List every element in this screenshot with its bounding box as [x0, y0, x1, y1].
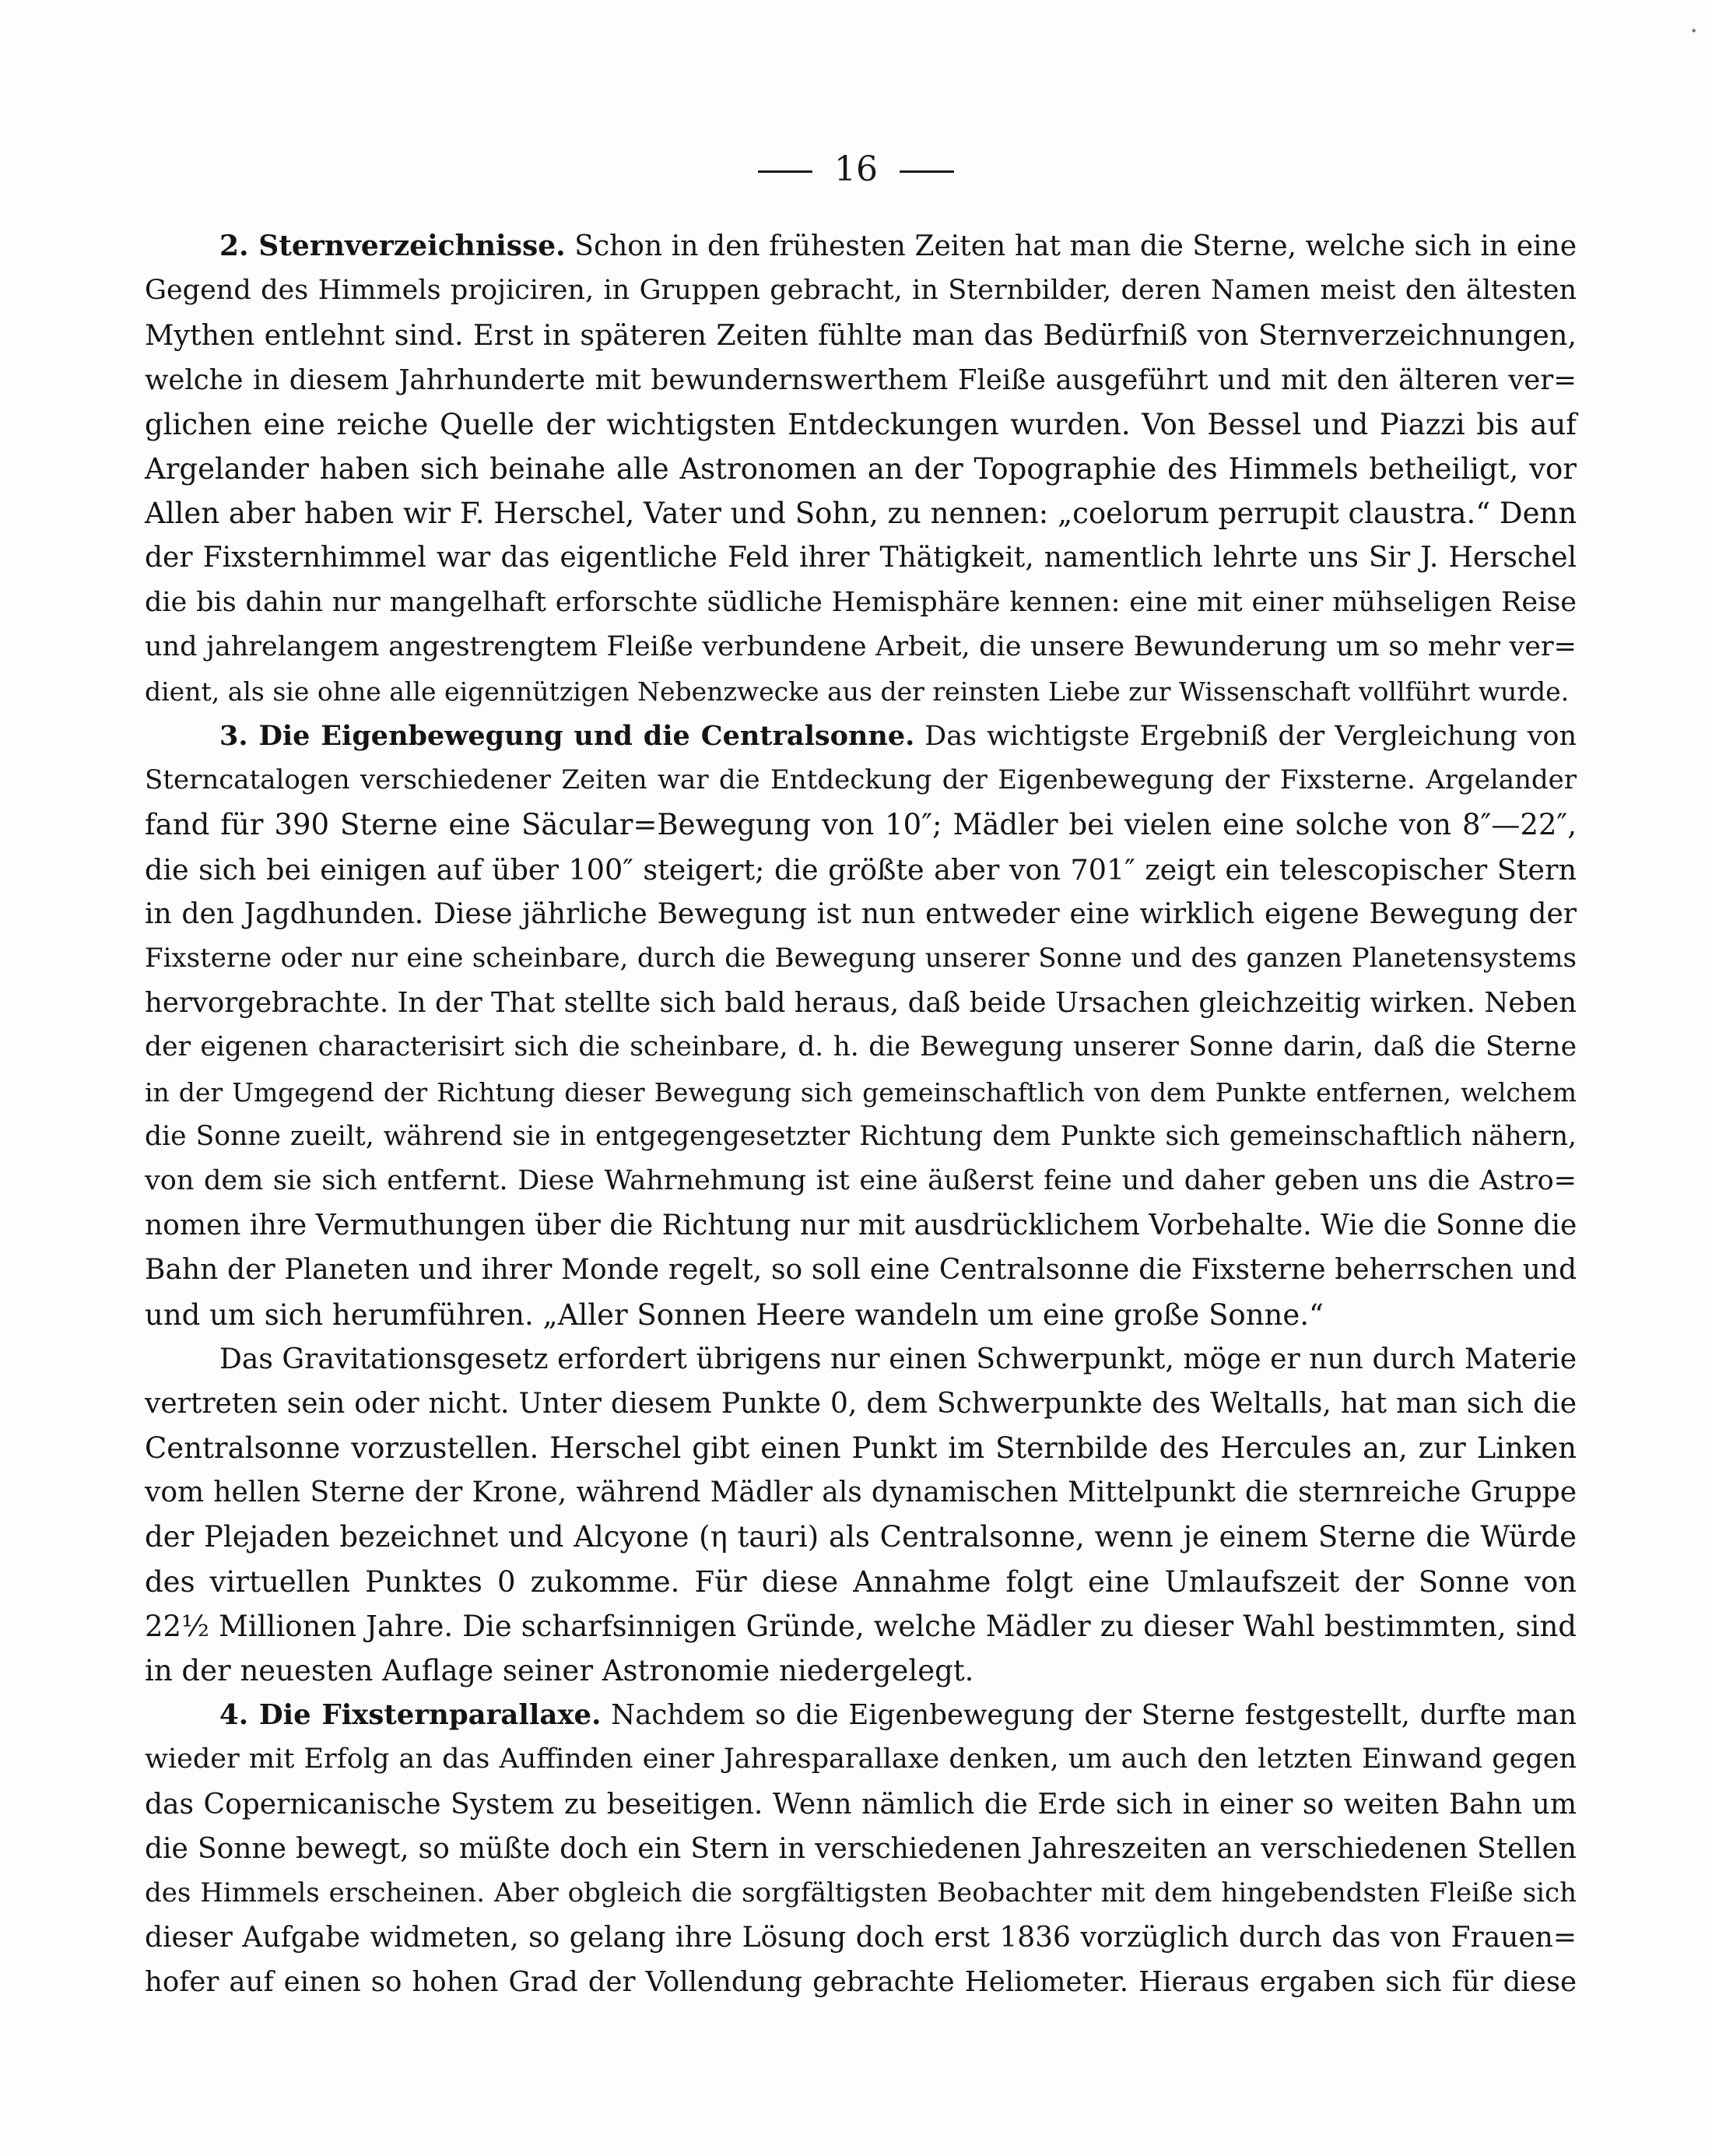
- text-line: und jahrelangem angestrengtem Fleiße verbundene Arbeit, die unsere Bewunderung um so mehr ver=: [145, 630, 1577, 662]
- text-line: vom hellen Sterne der Krone, während Mädler als dynamischen Mittelpunkt die sternreiche Gruppe: [145, 1477, 1577, 1509]
- text-line: Das Gravitationsgesetz erfordert übrigens nur einen Schwerpunkt, möge er nun durch Materie: [219, 1343, 1577, 1375]
- section-heading: 3. Die Eigenbewegung und die Centralsonne.: [219, 720, 915, 753]
- left-dash: [758, 170, 812, 173]
- text-line: in den Jagdhunden. Diese jährliche Bewegung ist nun entweder eine wirklich eigene Bewegung der: [145, 897, 1577, 930]
- right-dash: [900, 170, 954, 173]
- text-line: hofer auf einen so hohen Grad der Vollendung gebrachte Heliometer. Hieraus ergaben sich für diese: [145, 1966, 1577, 1999]
- text-line: der Fixsternhimmel war das eigentliche Feld ihrer Thätigkeit, namentlich lehrte uns Sir J. Herschel: [145, 542, 1577, 574]
- text-line: Argelander haben sich beinahe alle Astronomen an der Topographie des Himmels betheiligt, vor: [145, 451, 1577, 486]
- text-line: nomen ihre Vermuthungen über die Richtung nur mit ausdrücklichem Vorbehalte. Wie die Sonne die: [145, 1210, 1577, 1242]
- text-line: die Sonne bewegt, so müßte doch ein Stern in verschiedenen Jahreszeiten an verschiedenen Stellen: [145, 1832, 1577, 1865]
- page-number: 16: [834, 149, 878, 189]
- text-line: Bahn der Planeten und ihrer Monde regelt, so soll eine Centralsonne die Fixsterne beherrschen und: [145, 1254, 1577, 1287]
- text-line: die bis dahin nur mangelhaft erforschte südliche Hemisphäre kennen: eine mit einer mühseligen Reise: [145, 586, 1577, 618]
- text-line: 22½ Millionen Jahre. Die scharfsinnigen Gründe, welche Mädler zu dieser Wahl bestimmten, sind: [145, 1609, 1577, 1643]
- text-line: Fixsterne oder nur eine scheinbare, durch die Bewegung unserer Sonne und des ganzen Planetensystems: [145, 943, 1577, 974]
- text-line: dient, als sie ohne alle eigennützigen Nebenzwecke aus der reinsten Liebe zur Wissenschaft vollführt wurde.: [145, 676, 1570, 707]
- text-line: fand für 390 Sterne eine Säcular=Bewegung von 10″; Mädler bei vielen eine solche von 8″—22″,: [145, 808, 1577, 842]
- text-line: in der Umgegend der Richtung dieser Bewegung sich gemeinschaftlich von dem Punkte entfernen, welchem: [145, 1076, 1577, 1108]
- text-line: die sich bei einigen auf über 100″ steigert; die größte aber von 701″ zeigt ein telescopischer Stern: [145, 852, 1577, 887]
- text-line: welche in diesem Jahrhunderte mit bewundernswerthem Fleiße ausgeführt und mit den älteren ver=: [145, 363, 1577, 396]
- text-line: das Copernicanische System zu beseitigen. Wenn nämlich die Erde sich in einer so weiten Bahn um: [145, 1788, 1577, 1821]
- text-line: in der neuesten Auflage seiner Astronomie niedergelegt.: [145, 1654, 974, 1687]
- text-line: Mythen entlehnt sind. Erst in späteren Zeiten fühlte man das Bedürfniß von Sternverzeichnungen,: [145, 318, 1577, 353]
- text-line: Allen aber haben wir F. Herschel, Vater und Sohn, zu nennen: „coelorum perrupit claustra.“ Denn: [145, 497, 1577, 531]
- text-line: hervorgebrachte. In der That stellte sich bald heraus, daß beide Ursachen gleichzeitig wirken. Neben: [145, 987, 1577, 1020]
- text-line: [145, 714, 1577, 758]
- text-line: dieser Aufgabe widmeten, so gelang ihre Lösung doch erst 1836 vorzüglich durch das von Frauen=: [145, 1922, 1577, 1954]
- text-line: der Plejaden bezeichnet und Alcyone (η tauri) als Centralsonne, wenn je einem Sterne die Würde: [145, 1520, 1577, 1554]
- text-line: der eigenen characterisirt sich die scheinbare, d. h. die Bewegung unserer Sonne darin, daß die Sterne: [145, 1031, 1577, 1063]
- text-line: wieder mit Erfolg an das Auffinden einer Jahresparallaxe denken, um auch den letzten Einwand gegen: [145, 1743, 1577, 1775]
- line-text: Das wichtigste Ergebniß der Vergleichung von: [914, 721, 1577, 753]
- text-line: die Sonne zueilt, während sie in entgegengesetzter Richtung dem Punkte sich gemeinschaftlich nähern,: [145, 1120, 1577, 1152]
- text-line: [145, 224, 1577, 269]
- body-text: [145, 224, 1577, 2005]
- text-line: des Himmels erscheinen. Aber obgleich die sorgfältigsten Beobachter mit dem hingebendsten Fleiße sich: [145, 1877, 1577, 1908]
- text-line: und um sich herumführen. „Aller Sonnen Heere wandeln um eine große Sonne.“: [145, 1297, 1324, 1332]
- line-text: Schon in den frühesten Zeiten hat man die Sterne, welche sich in eine: [565, 230, 1577, 262]
- text-line: von dem sie sich entfernt. Diese Wahrnehmung ist eine äußerst feine und daher geben uns die Astro=: [145, 1164, 1577, 1196]
- text-line: des virtuellen Punktes 0 zukomme. Für diese Annahme folgt eine Umlaufszeit der Sonne von: [145, 1564, 1577, 1599]
- section-heading: 4. Die Fixsternparallaxe.: [219, 1699, 602, 1732]
- text-line: Sterncatalogen verschiedener Zeiten war die Entdeckung der Eigenbewegung der Fixsterne. Argelander: [145, 764, 1577, 796]
- text-line: glichen eine reiche Quelle der wichtigsten Entdeckungen wurden. Von Bessel und Piazzi bis auf: [145, 407, 1577, 441]
- text-line: Gegend des Himmels projiciren, in Gruppen gebracht, in Sternbilder, deren Namen meist den ältesten: [145, 275, 1577, 307]
- text-line: vertreten sein oder nicht. Unter diesem Punkte 0, dem Schwerpunkte des Weltalls, hat man sich die: [145, 1387, 1577, 1420]
- page-number-header: [0, 149, 1712, 189]
- text-line: [145, 1693, 1577, 1737]
- line-text: Nachdem so die Eigenbewegung der Sterne festgestellt, durfte man: [601, 1699, 1577, 1732]
- text-line: Centralsonne vorzustellen. Herschel gibt einen Punkt im Sternbilde des Hercules an, zur Linken: [145, 1431, 1577, 1466]
- edge-mark: ·: [1689, 16, 1698, 47]
- section-heading: 2. Sternverzeichnisse.: [219, 230, 566, 262]
